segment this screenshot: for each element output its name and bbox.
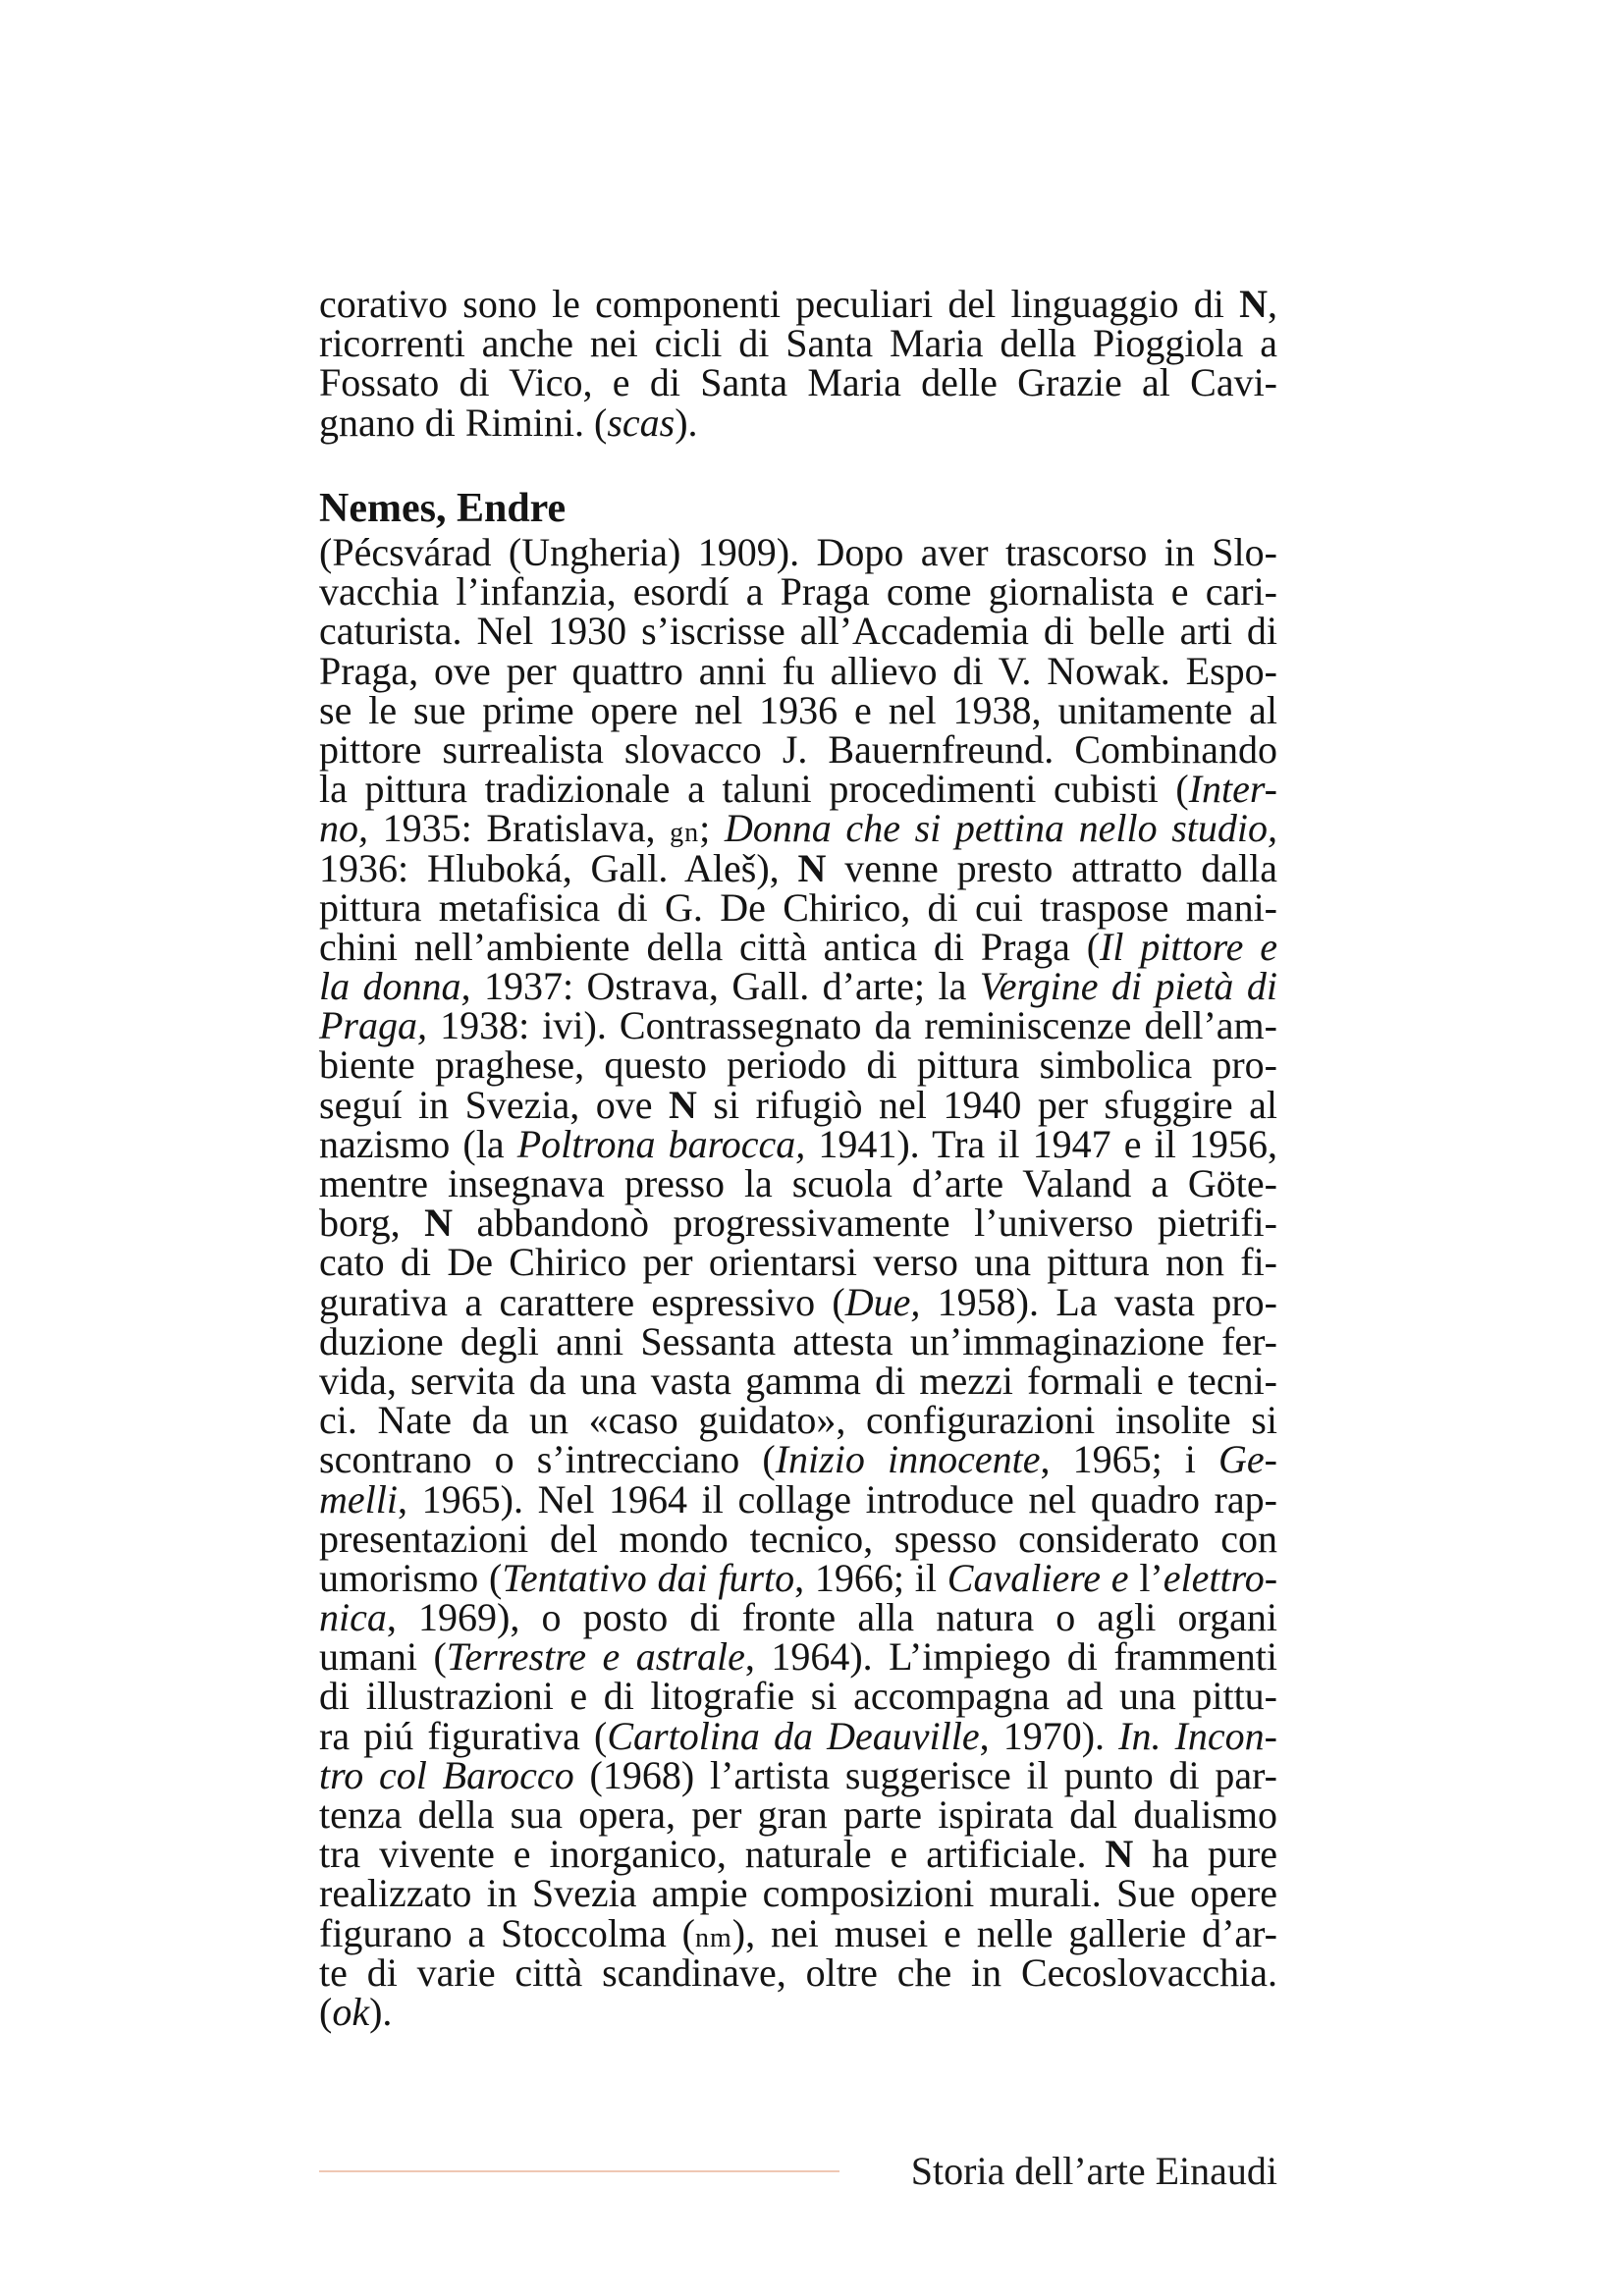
- text-line: [319, 1910, 1278, 1955]
- artist-initial: N: [797, 845, 827, 890]
- text-run: 1935: Bratislava,: [368, 806, 671, 851]
- text-run: 1936: Hluboká, Gall. Aleš),: [319, 845, 798, 890]
- italic-text: Praga,: [319, 1003, 427, 1048]
- previous-entry-ending: [319, 282, 1277, 445]
- text-line: [319, 1792, 1277, 1837]
- text-run: la pittura tradizionale a taluni procedimenti cubisti (: [319, 767, 1189, 812]
- text-line: [319, 1555, 1278, 1600]
- text-run: abbandonò progressivamente l’universo pietrifi-: [453, 1201, 1277, 1246]
- text-run: presentazioni del mondo tecnico, spesso considerato con: [319, 1516, 1277, 1561]
- text-line: [319, 1713, 1277, 1758]
- text-run: nazismo (la: [319, 1121, 517, 1166]
- text-run: tenza della sua opera, per gran parte ispirata dal dualismo: [319, 1792, 1277, 1837]
- italic-text: no,: [319, 806, 368, 851]
- artist-initial: N: [1239, 282, 1268, 326]
- italic-text: nica: [319, 1595, 387, 1640]
- text-line: [319, 1161, 1277, 1205]
- text-run: 1937: Ostrava, Gall. d’arte; la: [470, 964, 980, 1009]
- text-line: [319, 964, 1277, 1009]
- text-run: duzione degli anni Sessanta attesta un’immaginazione fer-: [319, 1318, 1277, 1363]
- text-run: ;: [699, 806, 725, 851]
- text-run: cato di De Chirico per orientarsi verso una pittura non fi-: [319, 1240, 1277, 1285]
- text-line: [319, 1634, 1277, 1680]
- text-run: Praga, ove per quattro anni fu allievo di V. Nowak. Espo-: [319, 648, 1277, 693]
- text-run: venne presto attratto dalla: [826, 845, 1277, 890]
- italic-text: Due,: [844, 1279, 921, 1324]
- text-line: [319, 1003, 1277, 1048]
- text-line: [319, 1516, 1277, 1561]
- italic-text: Ge-: [1218, 1437, 1277, 1482]
- text-line: [319, 1082, 1277, 1127]
- artist-initial: N: [424, 1201, 453, 1246]
- text-run: te di varie città scandinave, oltre che in Cecoslovacchia.: [319, 1949, 1277, 1995]
- text-line: [319, 1201, 1277, 1246]
- text-run: vacchia l’infanzia, esordí a Praga come giornalista e cari-: [319, 569, 1277, 614]
- italic-text: Il pittore e: [1100, 924, 1277, 969]
- text-run: se le sue prime opere nel 1936 e nel 1938, unitamente al: [319, 687, 1277, 732]
- text-run: figurano a Stoccolma (: [319, 1910, 696, 1955]
- text-run: borg,: [319, 1201, 425, 1246]
- text-run: gurativa a carattere espressivo (: [319, 1279, 845, 1324]
- text-run: gnano di Rimini. (: [319, 400, 608, 445]
- text-run: ,: [1268, 282, 1277, 326]
- italic-text: ok: [332, 1989, 370, 2034]
- text-line: [319, 1279, 1277, 1324]
- text-run: (: [319, 1989, 333, 2034]
- text-run: , 1965). Nel 1964 il collage introduce nel quadro rap-: [397, 1476, 1277, 1522]
- text-run: scontrano o s’intrecciano (: [319, 1437, 776, 1482]
- text-run: , 1969), o posto di fronte alla natura o agli organi: [386, 1595, 1277, 1640]
- text-line: [319, 767, 1277, 812]
- entry-body: [319, 530, 1278, 2034]
- text-run: ).: [369, 1989, 393, 2034]
- text-run: , 1964). L’impiego di frammenti: [744, 1634, 1277, 1680]
- text-line: [319, 845, 1277, 890]
- text-line: [319, 1832, 1278, 1877]
- italic-text: Cavaliere e: [947, 1555, 1129, 1600]
- text-line: [319, 806, 1277, 851]
- italic-text: Vergine di pietà di: [979, 964, 1277, 1009]
- italic-text: Terrestre e astrale: [446, 1634, 745, 1680]
- text-run: di illustrazioni e di litografie si accompagna ad una pittu-: [319, 1674, 1277, 1719]
- text-line: [319, 530, 1277, 574]
- text-line: [319, 1595, 1277, 1640]
- text-run: (1968) l’artista suggerisce il punto di par-: [573, 1752, 1278, 1797]
- text-line: [319, 1358, 1277, 1403]
- italic-text: Inter-: [1188, 767, 1277, 812]
- text-line: [319, 1989, 1277, 2034]
- text-run: si rifugiò nel 1940 per sfuggire al: [696, 1082, 1277, 1127]
- text-run: umani (: [319, 1634, 447, 1680]
- text-line: [319, 1042, 1277, 1088]
- text-run: gn: [670, 818, 700, 849]
- text-run: chini nell’ambiente della città antica di Praga (: [319, 924, 1101, 969]
- italic-text: elettro-: [1163, 1555, 1278, 1600]
- text-run: ).: [675, 400, 698, 445]
- italic-text: Donna che si pettina nello studio,: [724, 806, 1277, 851]
- text-line: [319, 1437, 1277, 1482]
- italic-text: Poltrona barocca,: [516, 1121, 806, 1166]
- italic-text: scas: [607, 400, 676, 445]
- text-run: pittore surrealista slovacco J. Bauernfreund. Combinando: [319, 726, 1277, 772]
- text-run: , 1966; il: [794, 1555, 947, 1600]
- text-line: [319, 321, 1277, 366]
- text-line: [319, 569, 1277, 614]
- italic-text: tro col Barocco: [319, 1752, 574, 1797]
- footer-publisher: Storia dell’arte Einaudi: [910, 2149, 1277, 2193]
- text-run: nm: [695, 1922, 732, 1953]
- text-line: [319, 400, 1277, 445]
- text-line: [319, 1674, 1277, 1719]
- text-run: , 1965; i: [1040, 1437, 1219, 1482]
- italic-text: la donna,: [319, 964, 471, 1009]
- text-run: Fossato di Vico, e di Santa Maria delle Grazie al Cavi-: [319, 360, 1277, 405]
- text-line: [319, 726, 1277, 772]
- text-run: biente praghese, questo periodo di pittura simbolica pro-: [319, 1042, 1277, 1088]
- text-run: umorismo (: [319, 1555, 503, 1600]
- text-line: [319, 1949, 1277, 1995]
- text-run: ha pure: [1133, 1832, 1278, 1877]
- text-line: [319, 924, 1277, 969]
- italic-text: melli: [319, 1476, 398, 1522]
- text-run: , 1970).: [979, 1713, 1119, 1758]
- text-line: [319, 1240, 1277, 1285]
- text-line: [319, 687, 1277, 732]
- text-run: ra piú figurativa (: [319, 1713, 608, 1758]
- text-line: [319, 360, 1277, 405]
- footer-rule: [319, 2170, 839, 2172]
- artist-initial: N: [1105, 1832, 1134, 1877]
- text-run: ci. Nate da un «caso guidato», configurazioni insolite si: [319, 1398, 1277, 1443]
- text-run: 1958). La vasta pro-: [920, 1279, 1277, 1324]
- italic-text: Inizio innocente: [775, 1437, 1041, 1482]
- text-run: mentre insegnava presso la scuola d’arte Valand a Göte-: [319, 1161, 1277, 1205]
- entry-title: Nemes, Endre: [319, 486, 567, 531]
- text-line: [319, 1318, 1277, 1363]
- text-run: tra vivente e inorganico, naturale e artificiale.: [319, 1832, 1106, 1877]
- text-run: seguí in Svezia, ove: [319, 1082, 670, 1127]
- text-run: ), nei musei e nelle gallerie d’ar-: [731, 1910, 1278, 1955]
- text-run: pittura metafisica di G. De Chirico, di cui traspose mani-: [319, 884, 1277, 930]
- text-line: [319, 1476, 1277, 1522]
- text-line: [319, 1752, 1278, 1797]
- text-line: [319, 884, 1277, 930]
- italic-text: Tentativo dai furto: [502, 1555, 795, 1600]
- italic-text: In. Incon-: [1118, 1713, 1277, 1758]
- text-line: [319, 609, 1277, 654]
- text-run: ricorrenti anche nei cicli di Santa Maria della Pioggiola a: [319, 321, 1277, 366]
- italic-text: Cartolina da Deauville: [607, 1713, 980, 1758]
- text-run: corativo sono le componenti peculiari del linguaggio di: [319, 282, 1240, 326]
- artist-initial: N: [669, 1082, 697, 1127]
- text-run: l’: [1128, 1555, 1163, 1600]
- text-line: [319, 1871, 1277, 1916]
- text-run: vida, servita da una vasta gamma di mezzi formali e tecni-: [319, 1358, 1277, 1403]
- text-run: (Pécsvárad (Ungheria) 1909). Dopo aver trascorso in Slo-: [319, 530, 1277, 574]
- text-run: realizzato in Svezia ampie composizioni murali. Sue opere: [319, 1871, 1277, 1916]
- text-run: 1938: ivi). Contrassegnato da reminiscenze dell’am-: [427, 1003, 1277, 1048]
- text-line: [319, 282, 1277, 326]
- text-line: [319, 1121, 1277, 1166]
- text-run: 1941). Tra il 1947 e il 1956,: [805, 1121, 1277, 1166]
- text-line: [319, 648, 1277, 693]
- text-run: caturista. Nel 1930 s’iscrisse all’Accademia di belle arti di: [319, 609, 1277, 654]
- text-line: [319, 1398, 1277, 1443]
